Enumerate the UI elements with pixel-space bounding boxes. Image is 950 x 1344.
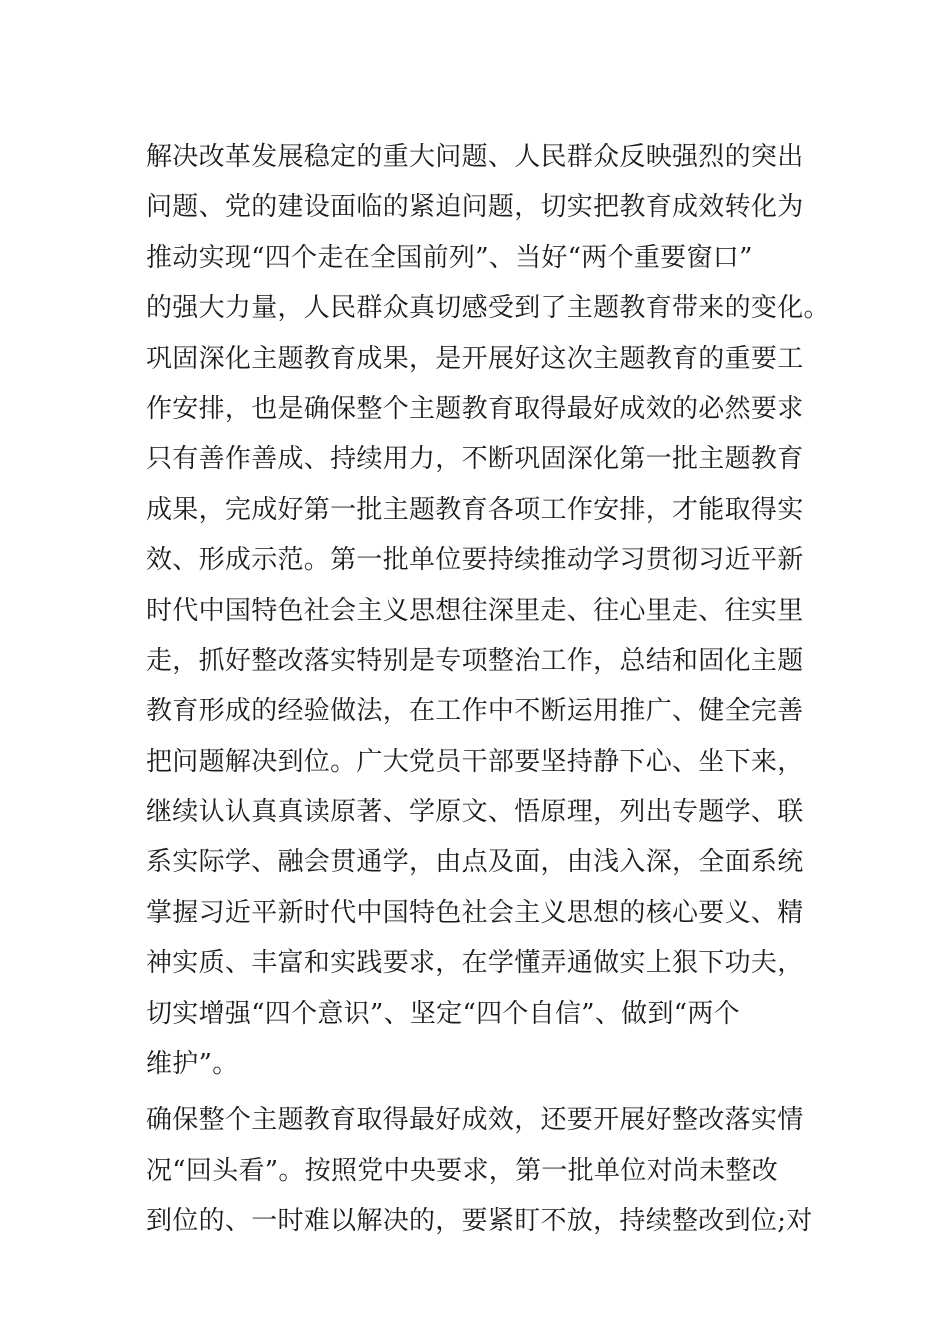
text-line: 况“回头看”。按照党中央要求，第一批单位对尚未整改	[146, 1155, 779, 1186]
paragraph-1	[146, 132, 830, 334]
text-line: 问题、党的建设面临的紧迫问题，切实把教育成效转化为	[146, 192, 804, 223]
text-line: 推动实现“四个走在全国前列”、当好“两个重要窗口”	[146, 242, 753, 273]
text-line: 教育形成的经验做法，在工作中不断运用推广、健全完善	[146, 696, 804, 727]
paragraph-2	[146, 334, 816, 1090]
paragraph-3	[146, 1095, 816, 1246]
text-line: 切实增强“四个意识”、坚定“四个自信”、做到“两个	[146, 998, 740, 1029]
text-line: 成果，完成好第一批主题教育各项工作安排，才能取得实	[146, 494, 804, 525]
text-line: 把问题解决到位。广大党员干部要坚持静下心、坐下来，	[146, 746, 804, 777]
text-line: 维护”。	[146, 1049, 239, 1080]
text-line: 继续认认真真读原著、学原文、悟原理，列出专题学、联	[146, 797, 804, 828]
text-line: 掌握习近平新时代中国特色社会主义思想的核心要义、精	[146, 897, 804, 928]
body-text	[146, 132, 830, 1247]
text-line: 到位的、一时难以解决的，要紧盯不放，持续整改到位;对	[146, 1206, 813, 1237]
text-line: 系实际学、融会贯通学，由点及面，由浅入深，全面系统	[146, 847, 804, 878]
text-line: 作安排，也是确保整个主题教育取得最好成效的必然要求	[146, 393, 804, 424]
text-line: 效、形成示范。第一批单位要持续推动学习贯彻习近平新	[146, 545, 804, 576]
text-line: 神实质、丰富和实践要求，在学懂弄通做实上狠下功夫，	[146, 948, 804, 979]
text-line: 只有善作善成、持续用力，不断巩固深化第一批主题教育	[146, 444, 804, 475]
text-line: 巩固深化主题教育成果，是开展好这次主题教育的重要工	[146, 343, 804, 374]
text-line: 确保整个主题教育取得最好成效，还要开展好整改落实情	[146, 1105, 804, 1136]
text-line: 走，抓好整改落实特别是专项整治工作，总结和固化主题	[146, 645, 804, 676]
text-line: 解决改革发展稳定的重大问题、人民群众反映强烈的突出	[146, 142, 804, 172]
text-line: 时代中国特色社会主义思想往深里走、往心里走、往实里	[146, 595, 804, 626]
text-line: 的强大力量，人民群众真切感受到了主题教育带来的变化。	[146, 293, 830, 324]
